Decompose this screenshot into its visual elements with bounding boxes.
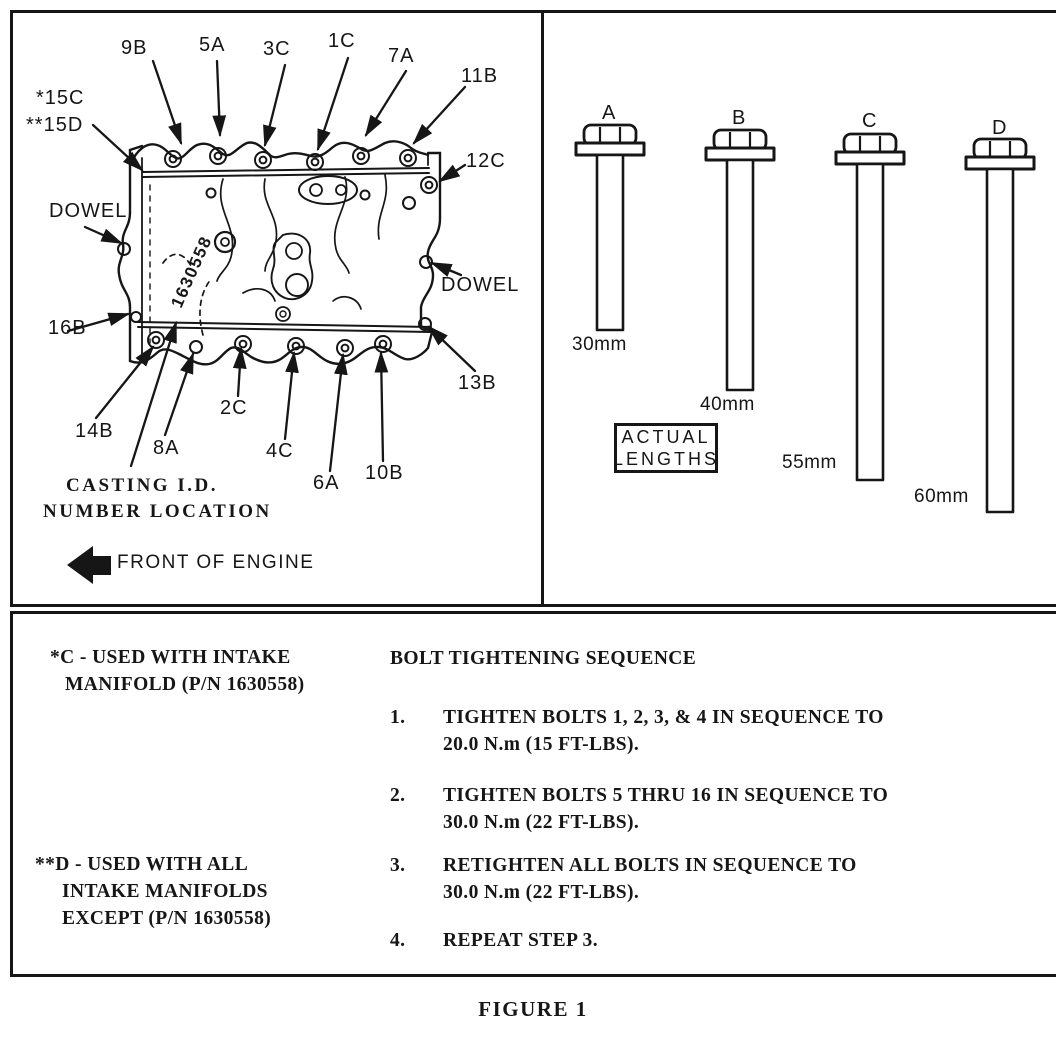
- callout-16b: 16B: [48, 317, 87, 339]
- top-section: [10, 10, 1056, 607]
- manifold-panel: [13, 13, 541, 604]
- bolt-length-panel: [541, 13, 1056, 604]
- step-1-line1: TIGHTEN BOLTS 1, 2, 3, & 4 IN SEQUENCE TO: [443, 707, 884, 728]
- bolts-drawing: [544, 13, 1056, 604]
- callout-6a: 6A: [313, 472, 340, 494]
- callout-15d: **15D: [26, 114, 84, 136]
- casting-id-line1: CASTING I.D.: [66, 475, 218, 496]
- callout-2c: 2C: [220, 397, 248, 419]
- callout-4c: 4C: [266, 440, 294, 462]
- callout-3c: 3C: [263, 38, 291, 60]
- callout-7a: 7A: [388, 45, 415, 67]
- bolt-c-shape: [836, 134, 904, 480]
- front-of-engine-arrow: [67, 546, 111, 584]
- step-3-number: 3.: [390, 855, 406, 876]
- bolt-d-label: D: [992, 117, 1008, 139]
- step-4-line1: REPEAT STEP 3.: [443, 930, 598, 951]
- callout-dowel-right: DOWEL: [441, 274, 520, 296]
- note-d-line1: **D - USED WITH ALL: [35, 854, 249, 875]
- casting-id-line2: NUMBER LOCATION: [43, 501, 272, 522]
- bolt-c-length: 55mm: [782, 452, 837, 473]
- bolt-a-label: A: [602, 102, 617, 124]
- callout-12c: 12C: [466, 150, 506, 172]
- notes-section: [10, 611, 1056, 977]
- callout-9b: 9B: [121, 37, 148, 59]
- step-1-line2: 20.0 N.m (15 FT-LBS).: [443, 734, 640, 755]
- bolt-b-label: B: [732, 107, 747, 129]
- callout-1c: 1C: [328, 30, 356, 52]
- callout-11b: 11B: [461, 65, 499, 87]
- bolt-c-label: C: [862, 110, 878, 132]
- actual-lengths-box: [614, 423, 718, 473]
- note-d-line2: INTAKE MANIFOLDS: [62, 881, 268, 902]
- casting-number-text: 1630558: [167, 232, 216, 311]
- figure-caption: FIGURE 1: [478, 997, 588, 1021]
- note-c-line2: MANIFOLD (P/N 1630558): [65, 674, 305, 695]
- actual-lengths-line2: LENGTHS: [612, 449, 720, 469]
- step-4-number: 4.: [390, 930, 406, 951]
- note-c-line1: *C - USED WITH INTAKE: [50, 647, 291, 668]
- step-2-number: 2.: [390, 785, 406, 806]
- bolt-d-shape: [966, 139, 1034, 512]
- callout-5a: 5A: [199, 34, 226, 56]
- sequence-title: BOLT TIGHTENING SEQUENCE: [390, 648, 697, 669]
- front-of-engine-label: FRONT OF ENGINE: [117, 552, 315, 573]
- bolt-a-shape: [576, 125, 644, 330]
- callout-13b: 13B: [458, 372, 497, 394]
- step-2-line2: 30.0 N.m (22 FT-LBS).: [443, 812, 640, 833]
- callout-8a: 8A: [153, 437, 180, 459]
- callout-dowel-left: DOWEL: [49, 200, 128, 222]
- step-1-number: 1.: [390, 707, 406, 728]
- actual-lengths-line1: ACTUAL: [621, 426, 711, 447]
- note-d-line3: EXCEPT (P/N 1630558): [62, 908, 272, 929]
- step-3-line1: RETIGHTEN ALL BOLTS IN SEQUENCE TO: [443, 855, 857, 876]
- bolt-a-length: 30mm: [572, 334, 627, 355]
- callout-10b: 10B: [365, 462, 404, 484]
- callout-15c: *15C: [36, 87, 85, 109]
- bolt-d-length: 60mm: [914, 486, 969, 507]
- step-3-line2: 30.0 N.m (22 FT-LBS).: [443, 882, 640, 903]
- bolt-b-length: 40mm: [700, 394, 755, 415]
- step-2-line1: TIGHTEN BOLTS 5 THRU 16 IN SEQUENCE TO: [443, 785, 889, 806]
- bolt-b-shape: [706, 130, 774, 390]
- callout-14b: 14B: [75, 420, 114, 442]
